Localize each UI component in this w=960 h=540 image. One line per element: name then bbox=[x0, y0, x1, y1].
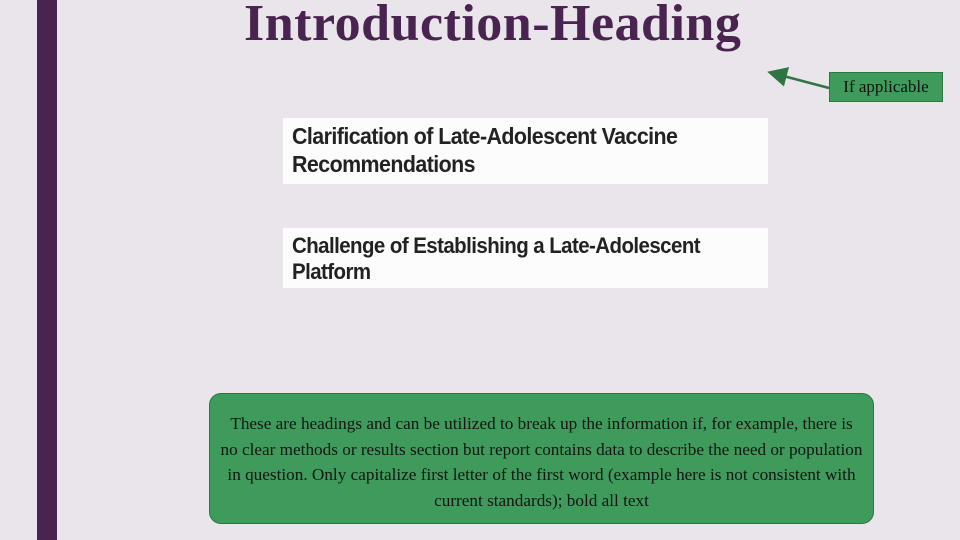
accent-side-bar bbox=[37, 0, 57, 540]
instruction-note: These are headings and can be utilized to break up the information if, for example, there is no clear methods or results section but report contains data to describe the need or population in question. Only capitalize first letter of the first word (example here is not consistent with current standards); bold all text bbox=[209, 393, 874, 524]
heading-line: Recommendations bbox=[292, 151, 475, 177]
example-heading-challenge bbox=[283, 228, 768, 288]
heading-line: Platform bbox=[292, 259, 371, 284]
heading-line: Challenge of Establishing a Late-Adolescent bbox=[292, 233, 701, 258]
example-heading-clarification bbox=[283, 118, 768, 184]
heading-line: Clarification of Late-Adolescent Vaccine bbox=[292, 123, 678, 149]
if-applicable-callout: If applicable bbox=[829, 72, 943, 102]
slide-title: Introduction-Heading bbox=[244, 0, 742, 52]
